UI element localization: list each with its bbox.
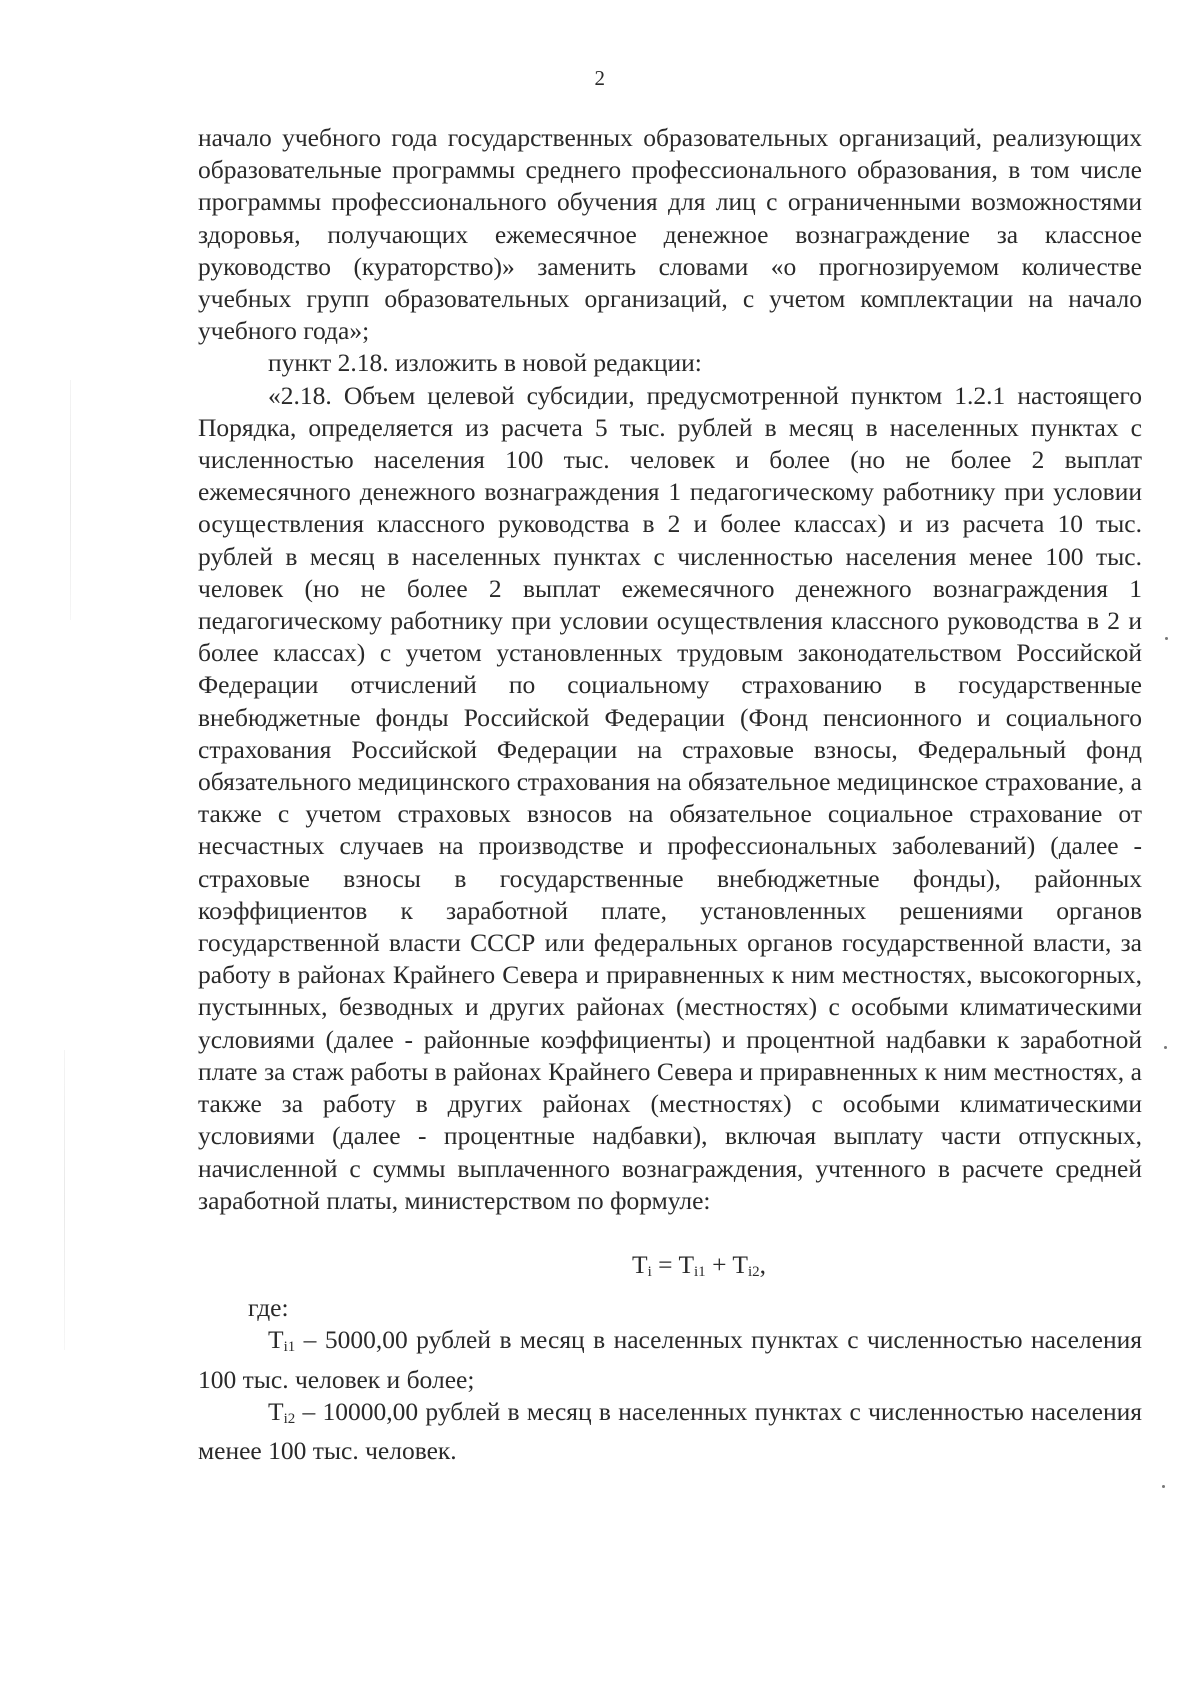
- scan-speck: [1165, 637, 1168, 640]
- scan-speck: [1162, 1485, 1165, 1488]
- page-number: 2: [594, 66, 606, 90]
- definition-symbol-sub: i2: [283, 1410, 296, 1427]
- scan-edge-artifact: [64, 1050, 65, 1350]
- definition-symbol: T: [268, 1396, 284, 1426]
- formula-lhs: T: [632, 1249, 648, 1279]
- definition-text: – 5000,00 рублей в месяц в населенных пунктах с численностью населения 100 тыс. человек и более;: [198, 1325, 1142, 1394]
- formula: [198, 1249, 1142, 1288]
- document-body: [198, 122, 1142, 1467]
- formula-tail: ,: [759, 1249, 766, 1279]
- formula-term-2-sub: i2: [747, 1263, 760, 1280]
- formula-term-1: T: [678, 1249, 695, 1279]
- formula-lhs-sub: i: [647, 1263, 652, 1280]
- definition-ti2: [198, 1396, 1142, 1467]
- where-label: где:: [248, 1293, 289, 1323]
- paragraph-amendment-text: начало учебного года государственных образовательных организаций, реализующих образовательные программы среднего профессионального образования, в том числе программы профессионального обучения для лиц с ограниченными возможностями здоровья, получающих ежемесячное денежное вознаграждение за классное руководство (кураторство)» заменить словами «о прогнозируемом количестве учебных групп образовательных организаций, с учетом комплектации на начало учебного года»;: [198, 123, 1142, 346]
- formula-term-2: T: [732, 1249, 748, 1279]
- formula-term-1-sub: i1: [694, 1263, 706, 1280]
- definition-symbol-sub: i1: [283, 1339, 296, 1356]
- definition-ti1: [198, 1324, 1142, 1395]
- scan-edge-artifact: [70, 380, 71, 620]
- paragraph-instruction: пункт 2.18. изложить в новой редакции:: [268, 348, 702, 378]
- definition-text: – 10000,00 рублей в месяц в населенных пунктах с численностью населения менее 100 тыс. человек.: [198, 1396, 1142, 1465]
- paragraph-clause-2-18: «2.18. Объем целевой субсидии, предусмотренной пунктом 1.2.1 настоящего Порядка, определяется из расчета 5 тыс. рублей в месяц в населенных пунктах с численностью населения 100 тыс. человек и более (но не более 2 выплат ежемесячного денежного вознаграждения 1 педагогическому работнику при условии осуществления классного руководства в 2 и более классах) и из расчета 10 тыс. рублей в месяц в населенных пунктах с численностью населения менее 100 тыс. человек (но не более 2 выплат ежемесячного денежного вознаграждения 1 педагогическому работнику при условии осуществления классного руководства в 2 и более классах) с учетом установленных трудовым законодательством Российской Федерации отчислений по социальному страхованию в государственные внебюджетные фонды Российской Федерации (Фонд пенсионного и социального страхования Российской Федерации на страховые взносы, Федеральный фонд обязательного медицинского страхования на обязательное медицинское страхование, а также с учетом страховых взносов на обязательное социальное страхование от несчастных случаев на производстве и профессиональных заболеваний) (далее - страховые взносы в государственные внебюджетные фонды), районных коэффициентов к заработной плате, установленных решениями органов государственной власти СССР или федеральных органов государственной власти, за работу в районах Крайнего Севера и приравненных к ним местностях, высокогорных, пустынных, безводных и других районах (местностях) с особыми климатическими условиями (далее - районные коэффициенты) и процентной надбавки к заработной плате за стаж работы в районах Крайнего Севера и приравненных к ним местностях, а также за работу в других районах (местностях) с особыми климатическими условиями (далее - процентные надбавки), включая выплату части отпускных, начисленной с суммы выплаченного вознаграждения, учтенного в расчете средней заработной платы, министерством по формуле:: [198, 380, 1142, 1215]
- scan-speck: [1164, 1046, 1167, 1049]
- formula-eq: =: [651, 1249, 679, 1279]
- formula-plus: +: [705, 1249, 733, 1279]
- definition-symbol: T: [268, 1325, 284, 1355]
